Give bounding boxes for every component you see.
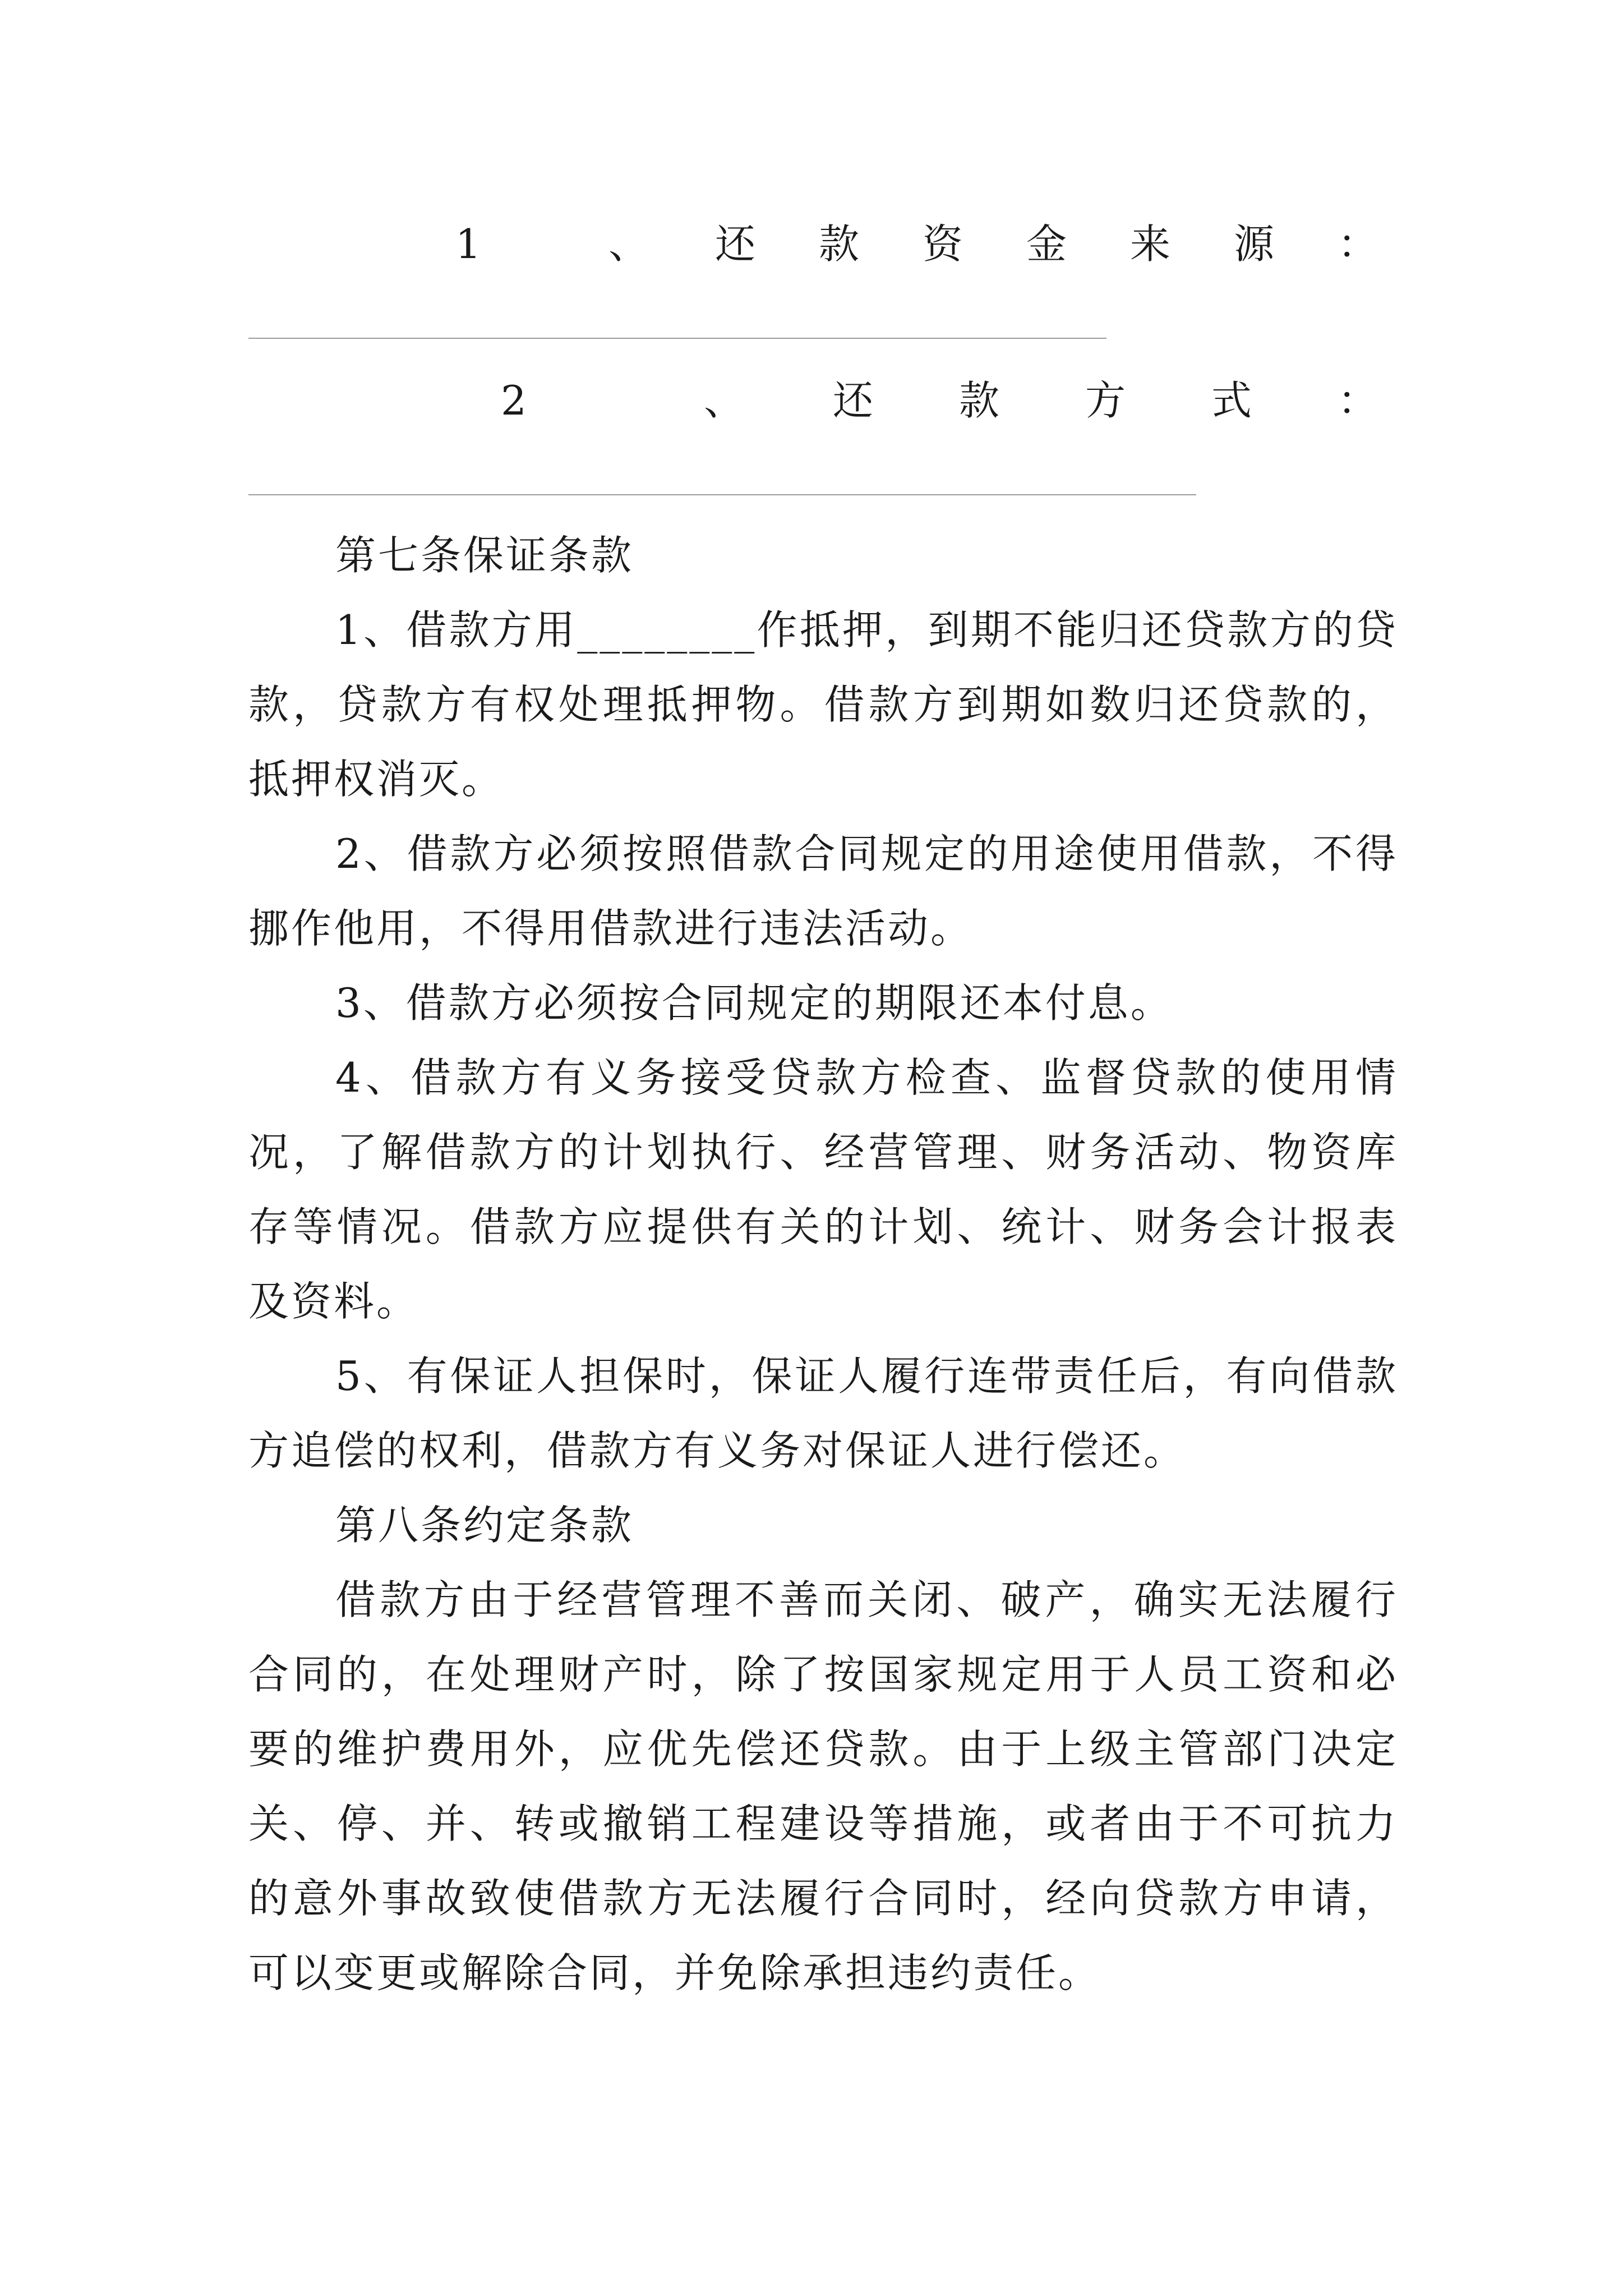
repayment-source-line [0, 210, 1623, 278]
section-7-item-3: 3、借款方必须按合同规定的期限还本付息。 [335, 979, 1173, 1027]
line2-char: 还 [833, 377, 874, 424]
section-7-heading: 第七条保证条款 [335, 532, 634, 579]
repayment-source-blank [248, 338, 1106, 339]
section-8-body: 借款方由于经营管理不善而关闭、破产，确实无法履行合同的，在处理财产时，除了按国家规定用于人员工资和必要的维护费用外，应优先偿还贷款。由于上级主管部门决定关、停、并、转或撤销工程建设等措施，或者由于不可抗力的意外事故致使借款方无法履行合同时，经向贷款方申请，可以变更或解除合同，并免除承担违约责任。 [248, 1576, 1398, 1996]
line1-char: 还 [715, 220, 756, 268]
line1-char: 源 [1234, 220, 1275, 268]
section-8-heading: 第八条约定条款 [335, 1502, 634, 1549]
repayment-method-blank [248, 494, 1196, 495]
section-7-item-2: 2、借款方必须按照借款合同规定的用途使用借款，不得挪作他用，不得用借款进行违法活动。 [248, 830, 1398, 952]
line2-char: 式 [1211, 377, 1252, 424]
line2-char: 款 [959, 377, 1000, 424]
line1-char: 来 [1130, 220, 1171, 268]
line1-char: 金 [1026, 220, 1067, 268]
section-7-item-4: 4、借款方有义务接受贷款方检查、监督贷款的使用情况，了解借款方的计划执行、经营管理、财务活动、物资库存等情况。借款方应提供有关的计划、统计、财务会计报表及资料。 [248, 1054, 1398, 1325]
line2-char: 2 [501, 377, 527, 424]
repayment-method-line [0, 367, 1623, 434]
contract-body [248, 518, 1398, 2010]
line2-char: 、 [704, 377, 745, 424]
line1-char: ： [1338, 220, 1378, 268]
line2-char: 方 [1085, 377, 1126, 424]
line1-char: 、 [608, 220, 649, 268]
section-7-item-1: 1、借款方用________作抵押，到期不能归还贷款方的贷款，贷款方有权处理抵押物。借款方到期如数归还贷款的，抵押权消灭。 [248, 606, 1398, 803]
section-7-item-5: 5、有保证人担保时，保证人履行连带责任后，有向借款方追偿的权利，借款方有义务对保证人进行偿还。 [248, 1352, 1398, 1474]
line2-char: ： [1338, 377, 1378, 424]
line1-char: 款 [819, 220, 860, 268]
line1-char: 1 [455, 220, 481, 268]
line1-char: 资 [923, 220, 963, 268]
